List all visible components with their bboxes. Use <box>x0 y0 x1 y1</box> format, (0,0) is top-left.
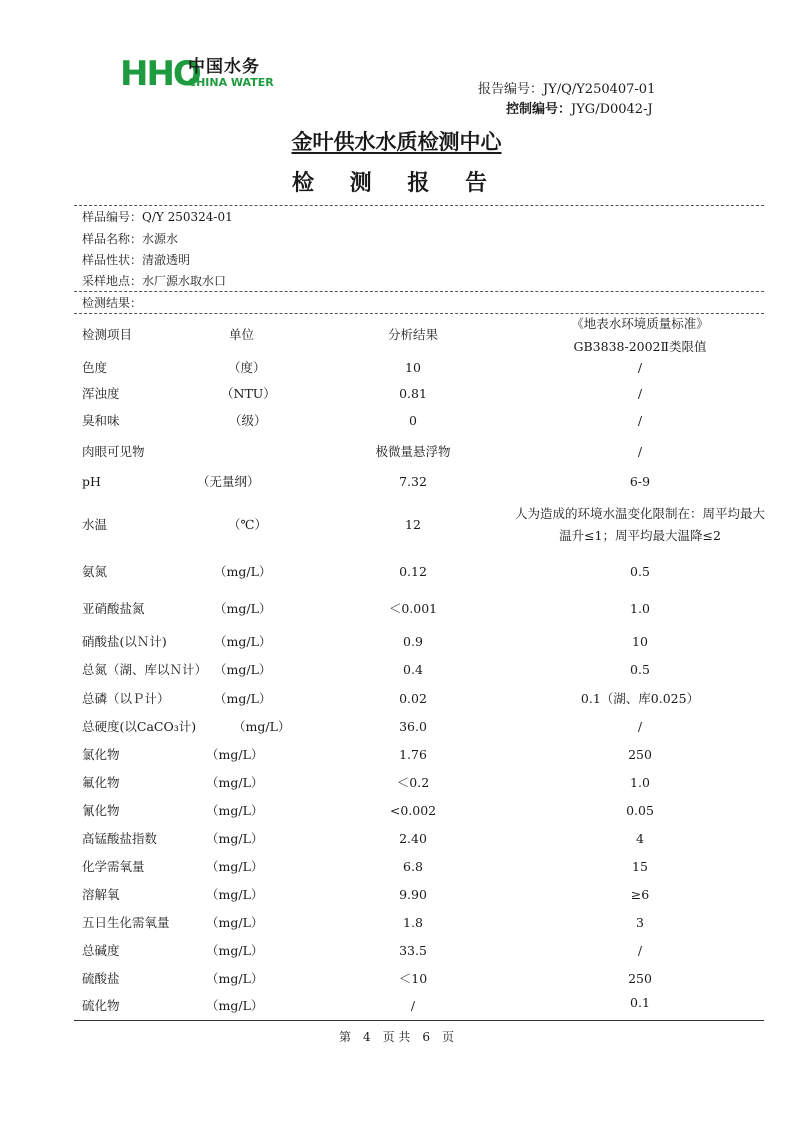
row-result: 0 <box>409 413 417 428</box>
row-result: 33.5 <box>399 943 427 958</box>
row-unit: （度） <box>228 360 266 375</box>
report-title: 检 测 报 告 <box>292 171 501 196</box>
control-number-line <box>506 98 653 117</box>
header-standard-line2: GB3838-2002Ⅱ类限值 <box>573 339 707 354</box>
row-standard: / <box>637 719 643 734</box>
row-item: 氯化物 <box>82 747 120 762</box>
header-item: 检测项目 <box>82 327 133 342</box>
row-standard: 0.5 <box>630 564 650 579</box>
row-item: 色度 <box>82 360 108 375</box>
row-standard: 250 <box>628 747 652 762</box>
row-standard: 6-9 <box>629 474 651 489</box>
row-result: 1.76 <box>399 747 427 762</box>
row-unit: （mg/L） <box>214 601 272 616</box>
row-result: 2.40 <box>399 831 427 846</box>
row-result: 9.90 <box>399 887 427 902</box>
row-item: 总磷（以Ｐ计） <box>82 691 170 706</box>
row-result: 0.4 <box>403 662 423 677</box>
divider-info <box>74 291 764 292</box>
row-unit: （mg/L） <box>206 775 264 790</box>
row-unit: （mg/L） <box>214 662 272 677</box>
row-item: 水温 <box>82 517 108 532</box>
row-unit: （mg/L） <box>206 803 264 818</box>
center-title <box>0 126 793 156</box>
row-unit: （无量纲） <box>197 474 260 489</box>
row-standard: / <box>637 386 643 401</box>
row-unit: （mg/L） <box>214 564 272 579</box>
row-standard: 1.0 <box>630 775 650 790</box>
row-item: 高锰酸盐指数 <box>82 831 158 846</box>
row-result: 0.81 <box>399 386 427 401</box>
header-unit: 单位 <box>229 327 255 342</box>
row-item: 亚硝酸盐氮 <box>82 601 145 616</box>
row-item: 肉眼可见物 <box>82 444 145 459</box>
row-result: 0.9 <box>403 634 423 649</box>
header-result: 分析结果 <box>387 327 439 342</box>
row-standard: 250 <box>628 971 652 986</box>
row-unit: （级） <box>229 413 267 428</box>
divider-bottom <box>74 1020 764 1021</box>
row-standard: 15 <box>632 859 648 874</box>
row-standard: 4 <box>636 831 644 846</box>
row-item: 硫酸盐 <box>82 971 120 986</box>
row-result: 1.8 <box>403 915 423 930</box>
row-standard: 人为造成的环境水温变化限制在：周平均最大温升≤1；周平均最大温降≤2 <box>515 506 766 543</box>
report-number: 报告编号：JY/Q/Y250407-01 <box>478 82 656 97</box>
row-unit: （mg/L） <box>206 915 264 930</box>
row-result: 10 <box>405 360 421 375</box>
row-result: 0.02 <box>399 691 427 706</box>
row-result: ＜0.001 <box>388 601 438 616</box>
row-unit: （mg/L） <box>206 831 264 846</box>
row-unit: （mg/L） <box>214 691 272 706</box>
row-result: 36.0 <box>399 719 427 734</box>
row-result: 12 <box>405 517 421 532</box>
row-item: 硝酸盐(以Ｎ计) <box>82 634 167 649</box>
row-item: 化学需氧量 <box>82 859 145 874</box>
row-item: 臭和味 <box>82 413 120 428</box>
logo-chinese-name: 中国水务 <box>188 57 260 77</box>
row-item: 硫化物 <box>82 998 120 1013</box>
row-standard: ≥6 <box>630 887 650 902</box>
row-unit: （mg/L） <box>206 943 264 958</box>
row-unit: （mg/L） <box>206 971 264 986</box>
row-item: 溶解氧 <box>82 887 120 902</box>
row-item: 总硬度(以CaCO₃计) <box>82 719 197 734</box>
row-standard: 1.0 <box>630 601 650 616</box>
row-standard: / <box>637 360 643 375</box>
sample-name: 样品名称：水源水 <box>82 232 179 246</box>
row-item: 氟化物 <box>82 775 120 790</box>
row-standard: / <box>637 943 643 958</box>
row-standard: 0.1（湖、库0.025） <box>580 691 700 706</box>
row-result: 7.32 <box>399 474 427 489</box>
page-footer: 第 4 页 共 6 页 <box>338 1030 455 1044</box>
row-unit: （NTU） <box>221 386 276 401</box>
row-result: 6.8 <box>403 859 423 874</box>
row-unit: （mg/L） <box>206 747 264 762</box>
row-result: ＜0.2 <box>396 775 430 790</box>
row-unit: （mg/L） <box>206 998 264 1013</box>
row-item: pH <box>82 474 101 489</box>
row-item: 氰化物 <box>82 803 120 818</box>
row-unit: （℃） <box>228 517 267 532</box>
row-result: 极微量悬浮物 <box>375 444 451 459</box>
row-standard: 0.5 <box>630 662 650 677</box>
row-item: 五日生化需氧量 <box>82 915 170 930</box>
row-result: ＜10 <box>398 971 428 986</box>
row-standard: 0.1 <box>630 995 650 1010</box>
row-unit: （mg/L） <box>206 859 264 874</box>
row-result: 0.12 <box>399 564 427 579</box>
row-result: <0.002 <box>389 803 437 818</box>
sample-property: 样品性状：清澈透明 <box>82 253 191 267</box>
row-unit: （mg/L） <box>214 634 272 649</box>
row-result: / <box>410 998 416 1013</box>
logo-english-name: CHINA WATER <box>188 76 274 89</box>
row-standard: 0.05 <box>626 803 654 818</box>
row-standard: 3 <box>636 915 644 930</box>
results-label: 检测结果： <box>82 296 143 310</box>
row-standard: / <box>637 444 643 459</box>
logo-mark: HHO <box>120 54 200 94</box>
row-item: 浑浊度 <box>82 386 120 401</box>
divider-top <box>74 205 764 206</box>
row-standard: 10 <box>632 634 648 649</box>
center-title-text: 金叶供水水质检测中心 <box>291 130 502 154</box>
sample-number: 样品编号：Q/Y 250324-01 <box>82 210 233 224</box>
control-number-value: JYG/D0042-J <box>571 102 653 117</box>
row-item: 总氮（湖、库以Ｎ计） <box>82 662 208 677</box>
control-number-label: 控制编号： <box>506 102 572 117</box>
row-unit: （mg/L） <box>206 887 264 902</box>
header-standard-line1: 《地表水环境质量标准》 <box>571 316 709 331</box>
sample-location: 采样地点：水厂源水取水口 <box>82 274 227 288</box>
row-item: 氨氮 <box>82 564 108 579</box>
row-standard: / <box>637 413 643 428</box>
row-unit: （mg/L） <box>233 719 291 734</box>
row-item: 总碱度 <box>82 943 120 958</box>
